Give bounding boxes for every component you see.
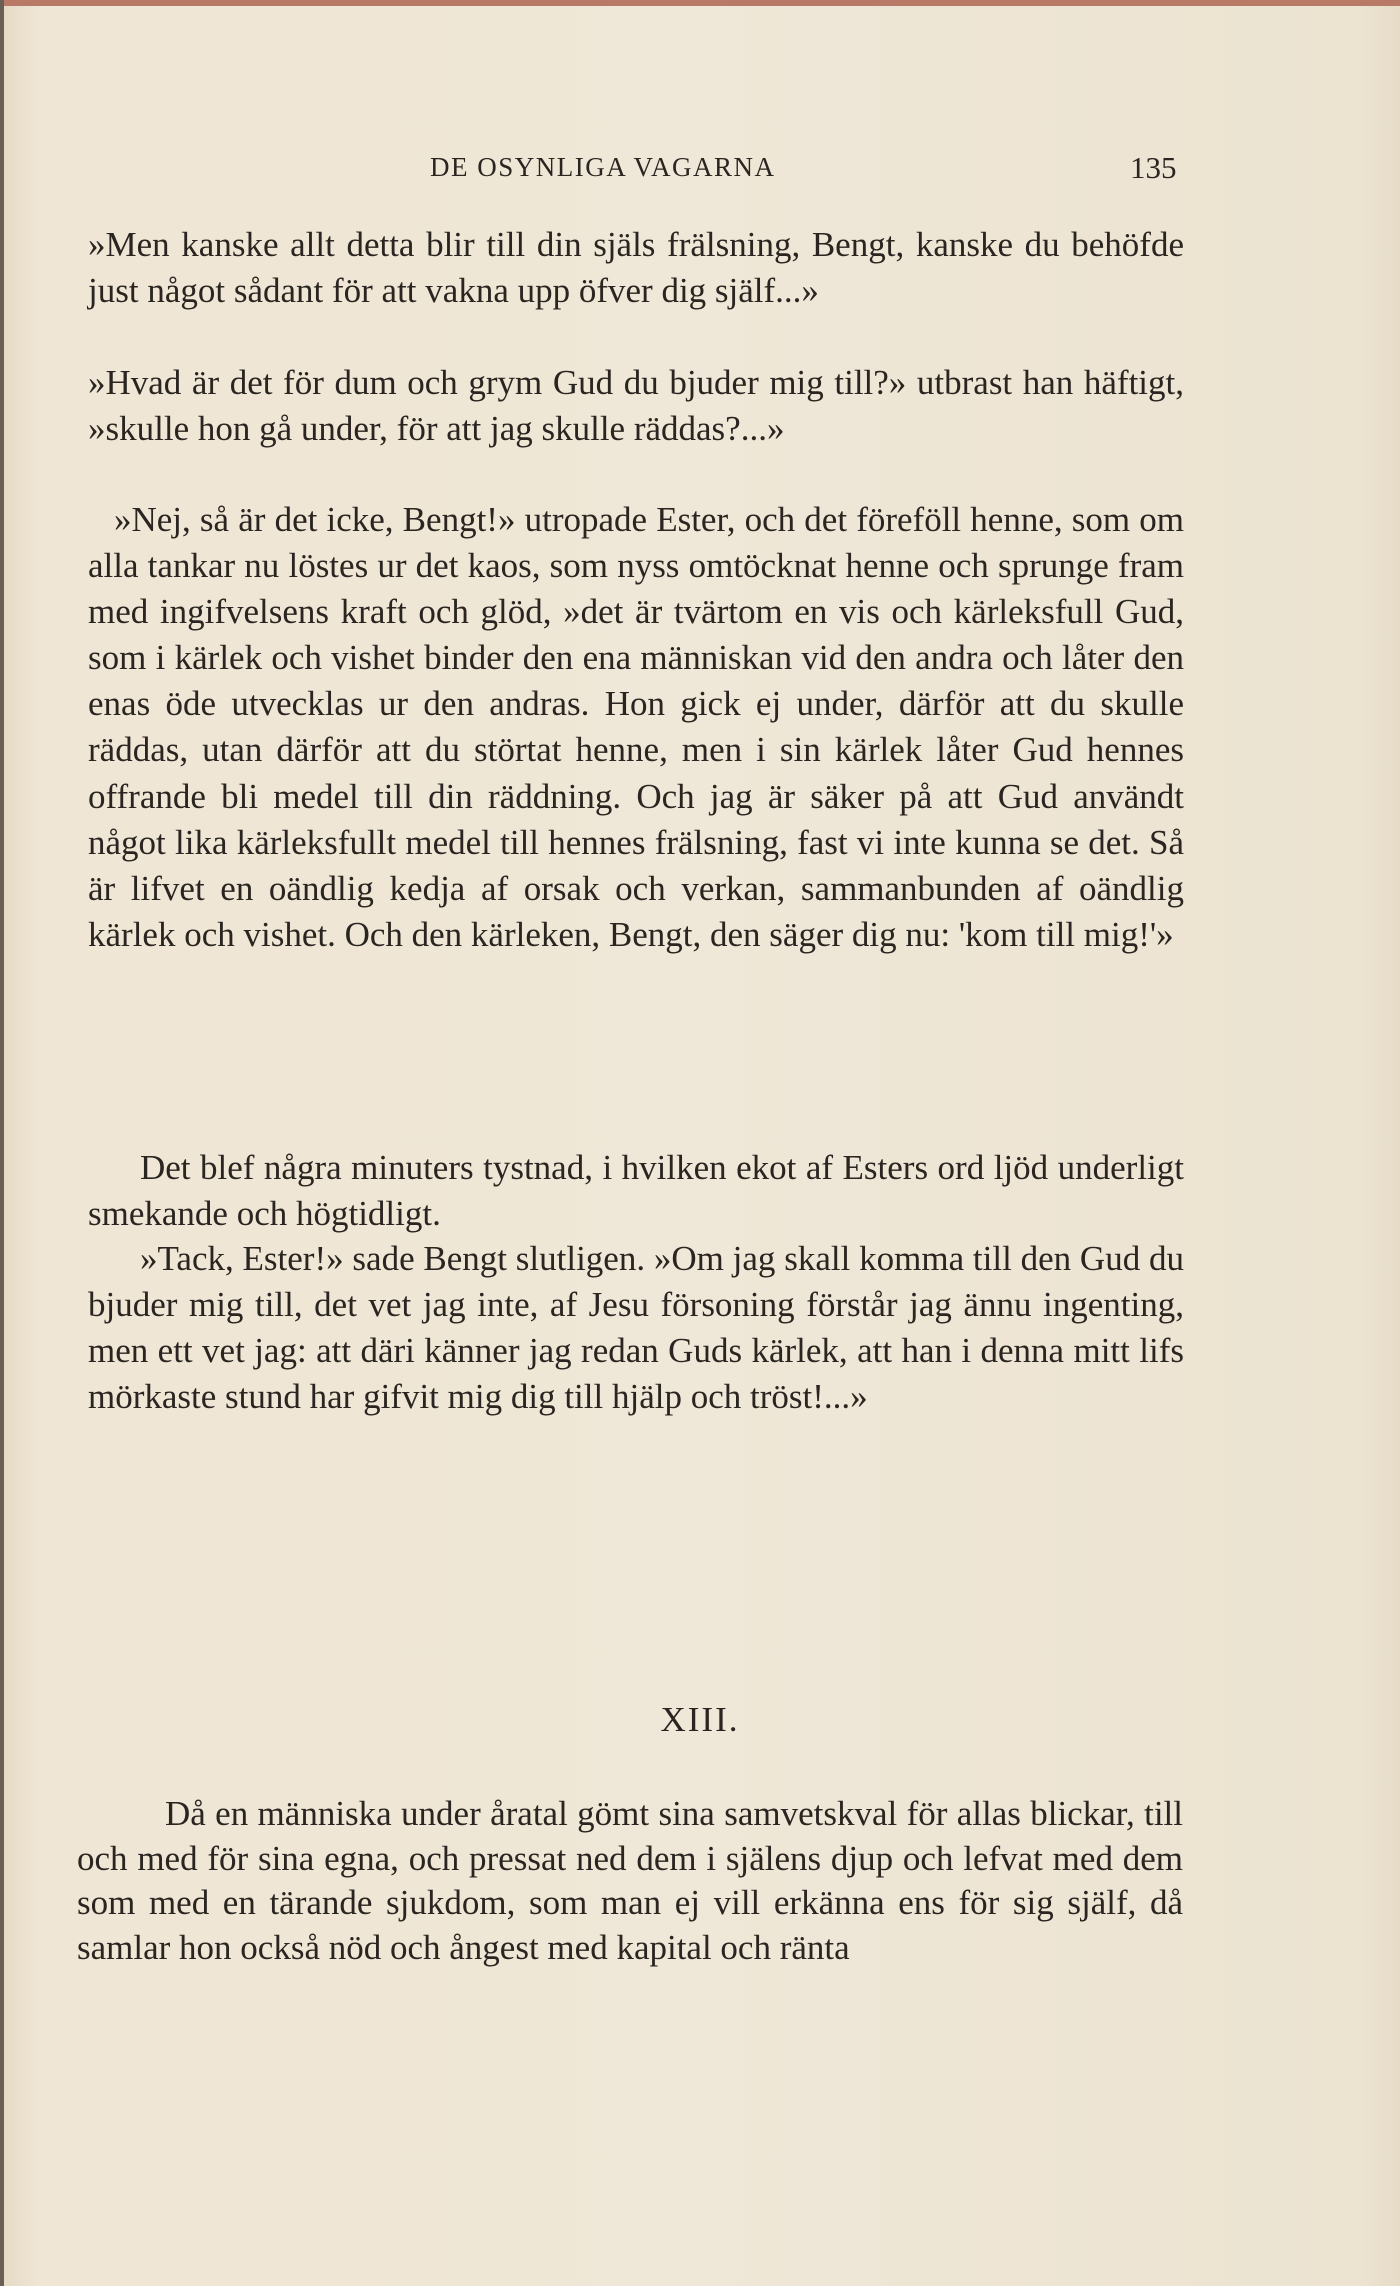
- page-top-edge: [0, 0, 1400, 6]
- running-head: DE OSYNLIGA VAGARNA: [430, 152, 776, 182]
- paragraph-5: »Tack, Ester!» sade Bengt slutligen. »Om jag skall komma till den Gud du bjuder mig till, det vet jag inte, af Jesu försoning förstår jag ännu ingenting, men ett vet jag: att däri känner jag redan Guds kärlek, att han i denna mitt lifs mörkaste stund har gifvit mig dig till hjälp och tröst!...»: [88, 1239, 1184, 1417]
- paragraph-1: »Men kanske allt detta blir till din själs frälsning, Bengt, kanske du behöfde just något sådant för att vakna upp öfver dig själf...»: [88, 225, 1184, 311]
- paragraph-4: Det blef några minuters tystnad, i hvilken ekot af Esters ord ljöd underligt smekande och högtidligt.: [88, 1148, 1184, 1234]
- page-left-edge: [0, 0, 4, 2286]
- paragraph-6: Då en människa under åratal gömt sina samvetskval för allas blickar, till och med för sina egna, och pressat ned dem i själens djup och lefvat med dem som med en tärande sjukdom, som man ej vill erkänna ens för sig själf, då samlar hon också nöd och ångest med kapital och ränta: [77, 1794, 1183, 1967]
- page-number: 135: [1130, 150, 1177, 185]
- paragraph-2: »Hvad är det för dum och grym Gud du bjuder mig till?» utbrast han häftigt, »skulle hon gå under, för att jag skulle räddas?...»: [88, 363, 1184, 449]
- paragraph-3: »Nej, så är det icke, Bengt!» utropade Ester, och det föreföll henne, som om alla tankar nu löstes ur det kaos, som nyss omtöcknat henne och sprunge fram med ingifvelsens kraft och glöd, »det är tvärtom en vis och kärleksfull Gud, som i kärlek och vishet binder den ena människan vid den andra och låter den enas öde utvecklas ur den andras. Hon gick ej under, därför att du skulle räddas, utan därför att du störtat henne, men i sin kärlek låter Gud hennes offrande bli medel till din räddning. Och jag är säker på att Gud användt något lika kärleksfullt medel till hennes frälsning, fast vi inte kunna se det. Så är lifvet en oändlig kedja af orsak och verkan, sammanbunden af oändlig kärlek och vishet. Och den kärleken, Bengt, den säger dig nu: 'kom till mig!'»: [88, 500, 1184, 954]
- chapter-heading: XIII.: [660, 1700, 740, 1739]
